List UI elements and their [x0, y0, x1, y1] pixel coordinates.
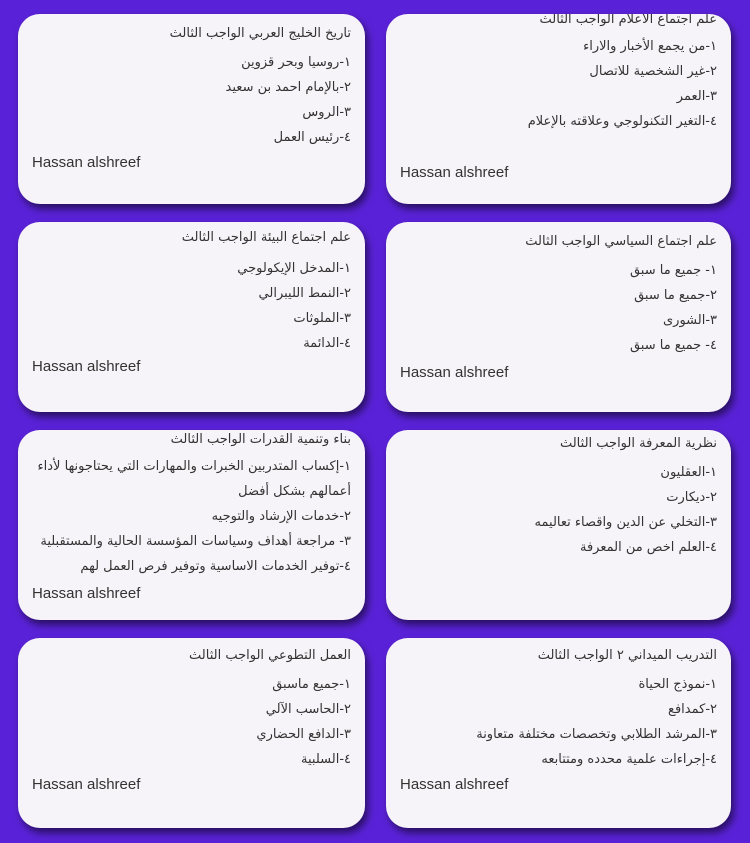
answer-item: ١-إكساب المتدربين الخبرات والمهارات التي يحتاجونها لأداء أعمالهم بشكل أفضل: [37, 459, 351, 499]
answer-item: ٣-الدافع الحضاري: [256, 727, 351, 742]
answer-item: ٢-كمدافع: [668, 702, 717, 717]
card-field-training: [386, 638, 731, 828]
answer-item: ٤- جميع ما سبق: [629, 338, 717, 353]
card-gulf-history: [18, 14, 365, 204]
card-title: تاريخ الخليج العربي الواجب الثالث: [169, 26, 351, 41]
card-title: علم اجتماع السياسي الواجب الثالث: [525, 234, 717, 249]
card-epistemology: [386, 430, 731, 620]
answer-item: ٤-التغير التكنولوجي وعلاقته بالإعلام: [527, 114, 717, 129]
signature: Hassan alshreef: [400, 776, 509, 793]
answer-item: ٤-إجراءات علمية محدده ومتتابعه: [541, 752, 717, 767]
answer-item: ٤-رئيس العمل: [273, 130, 351, 145]
answer-item: ٣-الروس: [302, 105, 351, 120]
signature: Hassan alshreef: [32, 154, 141, 171]
card-capacity-building: [18, 430, 365, 620]
answer-item: ٣-الشورى: [662, 313, 717, 328]
answer-item: ١-العقليون: [660, 465, 717, 480]
answer-item: ٤-السلبية: [301, 752, 351, 767]
card-media-sociology: [386, 14, 731, 204]
card-title: التدريب الميداني ٢ الواجب الثالث: [537, 648, 717, 663]
card-title: العمل التطوعي الواجب الثالث: [189, 648, 351, 663]
answer-item: ٤-العلم اخص من المعرفة: [579, 540, 717, 555]
answer-item: ٣-التخلي عن الدين واقصاء تعاليمه: [534, 515, 717, 530]
answer-item: ٣-الملوثات: [293, 311, 351, 326]
answer-item: ٣- مراجعة أهداف وسياسات المؤسسة الحالية والمستقبلية: [40, 534, 351, 549]
card-title: بناء وتنمية القدرات الواجب الثالث: [170, 432, 351, 447]
answer-item: ١-المدخل الإيكولوجي: [237, 261, 351, 276]
signature: Hassan alshreef: [32, 585, 141, 602]
answer-item: ١-روسيا وبحر قزوين: [241, 55, 351, 70]
answer-item: ٢-جميع ما سبق: [634, 288, 717, 303]
card-title: علم اجتماع البيئة الواجب الثالث: [181, 230, 351, 245]
signature: Hassan alshreef: [32, 358, 141, 375]
answer-item: ٣-العمر: [676, 89, 717, 104]
answer-item: ٢-خدمات الإرشاد والتوجيه: [211, 509, 351, 524]
answer-item: ٢-غير الشخصية للاتصال: [589, 64, 717, 79]
answer-item: ٢-النمط الليبرالي: [258, 286, 351, 301]
answer-item: ٤-توفير الخدمات الاساسية وتوفير فرص العمل لهم: [80, 559, 351, 574]
signature: Hassan alshreef: [400, 164, 509, 181]
card-title: علم اجتماع الاعلام الواجب الثالث: [539, 14, 717, 27]
answer-item: ٢-ديكارت: [666, 490, 717, 505]
answer-item: ٢-بالإمام احمد بن سعيد: [225, 80, 351, 95]
answer-item: ١-جميع ماسبق: [272, 677, 351, 692]
answer-item: ٤-الدائمة: [303, 336, 351, 351]
answer-item: ٣-المرشد الطلابي وتخصصات مختلفة متعاونة: [476, 727, 717, 742]
card-volunteer-work: [18, 638, 365, 828]
answer-item: ١-من يجمع الأخبار والاراء: [583, 39, 717, 54]
answer-item: ١- جميع ما سبق: [629, 263, 717, 278]
card-environment-sociology: [18, 222, 365, 412]
answer-item: ٢-الحاسب الآلي: [265, 702, 351, 717]
signature: Hassan alshreef: [32, 776, 141, 793]
card-political-sociology: [386, 222, 731, 412]
answer-item: ١-نموذج الحياة: [638, 677, 717, 692]
card-title: نظرية المعرفة الواجب الثالث: [559, 436, 717, 451]
signature: Hassan alshreef: [400, 364, 509, 381]
